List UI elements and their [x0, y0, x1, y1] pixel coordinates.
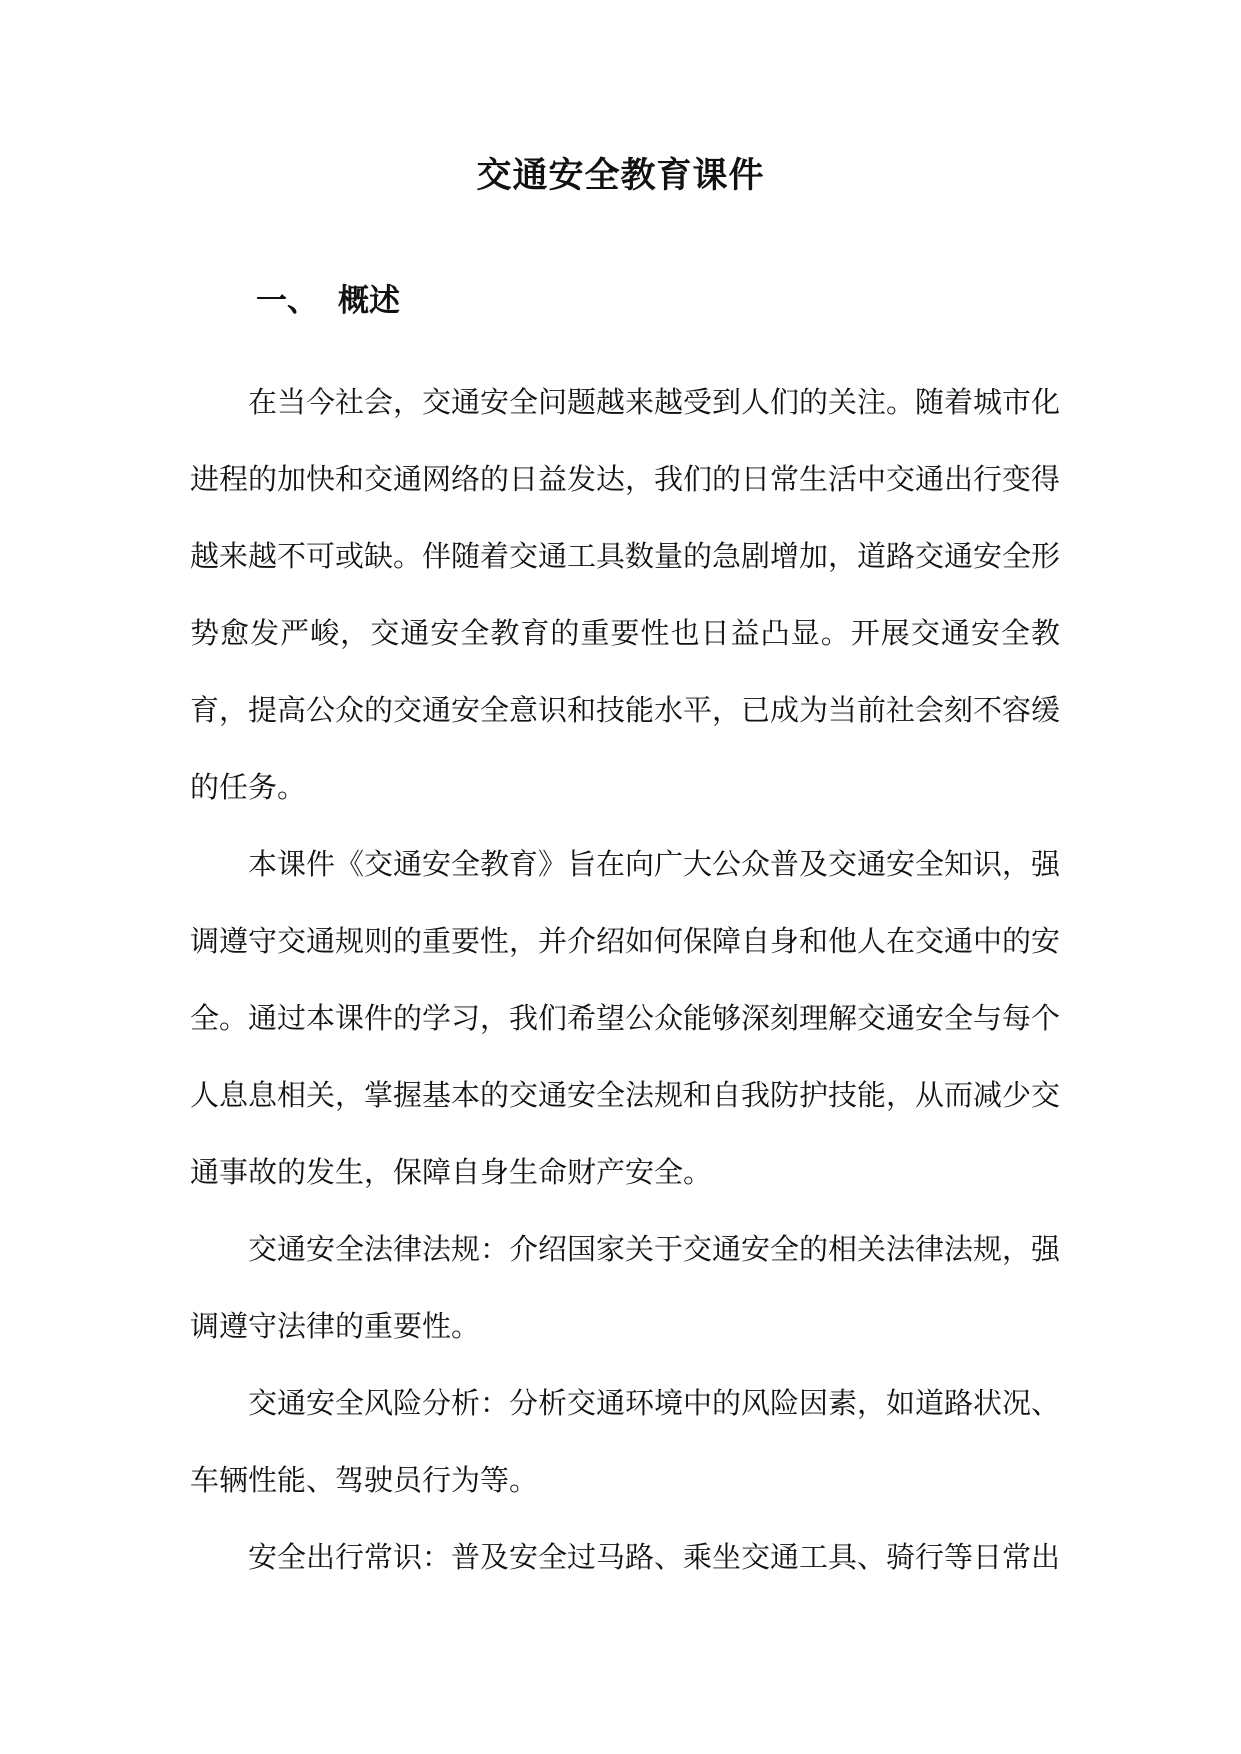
paragraph-course-purpose: 本课件《交通安全教育》旨在向广大公众普及交通安全知识，强调遵守交通规则的重要性，并介绍如何保障自身和他人在交通中的安全。通过本课件的学习，我们希望公众能够深刻理解交通安全与每个人息息相关，掌握基本的交通安全法规和自我防护技能，从而减少交通事故的发生，保障自身生命财产安全。 [190, 847, 1061, 1189]
section-number: 一、 [256, 283, 318, 319]
section-title: 概述 [338, 283, 400, 319]
section-heading [256, 278, 400, 324]
paragraph-laws-regulations: 交通安全法律法规：介绍国家关于交通安全的相关法律法规，强调遵守法律的重要性。 [190, 1232, 1061, 1343]
paragraph-travel-common-sense: 安全出行常识：普及安全过马路、乘坐交通工具、骑行等日常出 [248, 1540, 1061, 1574]
paragraph-overview: 在当今社会，交通安全问题越来越受到人们的关注。随着城市化进程的加快和交通网络的日益发达，我们的日常生活中交通出行变得越来越不可或缺。伴随着交通工具数量的急剧增加，道路交通安全形势愈发严峻，交通安全教育的重要性也日益凸显。开展交通安全教育，提高公众的交通安全意识和技能水平，已成为当前社会刻不容缓的任务。 [190, 385, 1061, 804]
paragraph-risk-analysis: 交通安全风险分析：分析交通环境中的风险因素，如道路状况、车辆性能、驾驶员行为等。 [190, 1386, 1061, 1497]
body-text [190, 364, 1060, 1596]
document-title: 交通安全教育课件 [476, 155, 765, 196]
